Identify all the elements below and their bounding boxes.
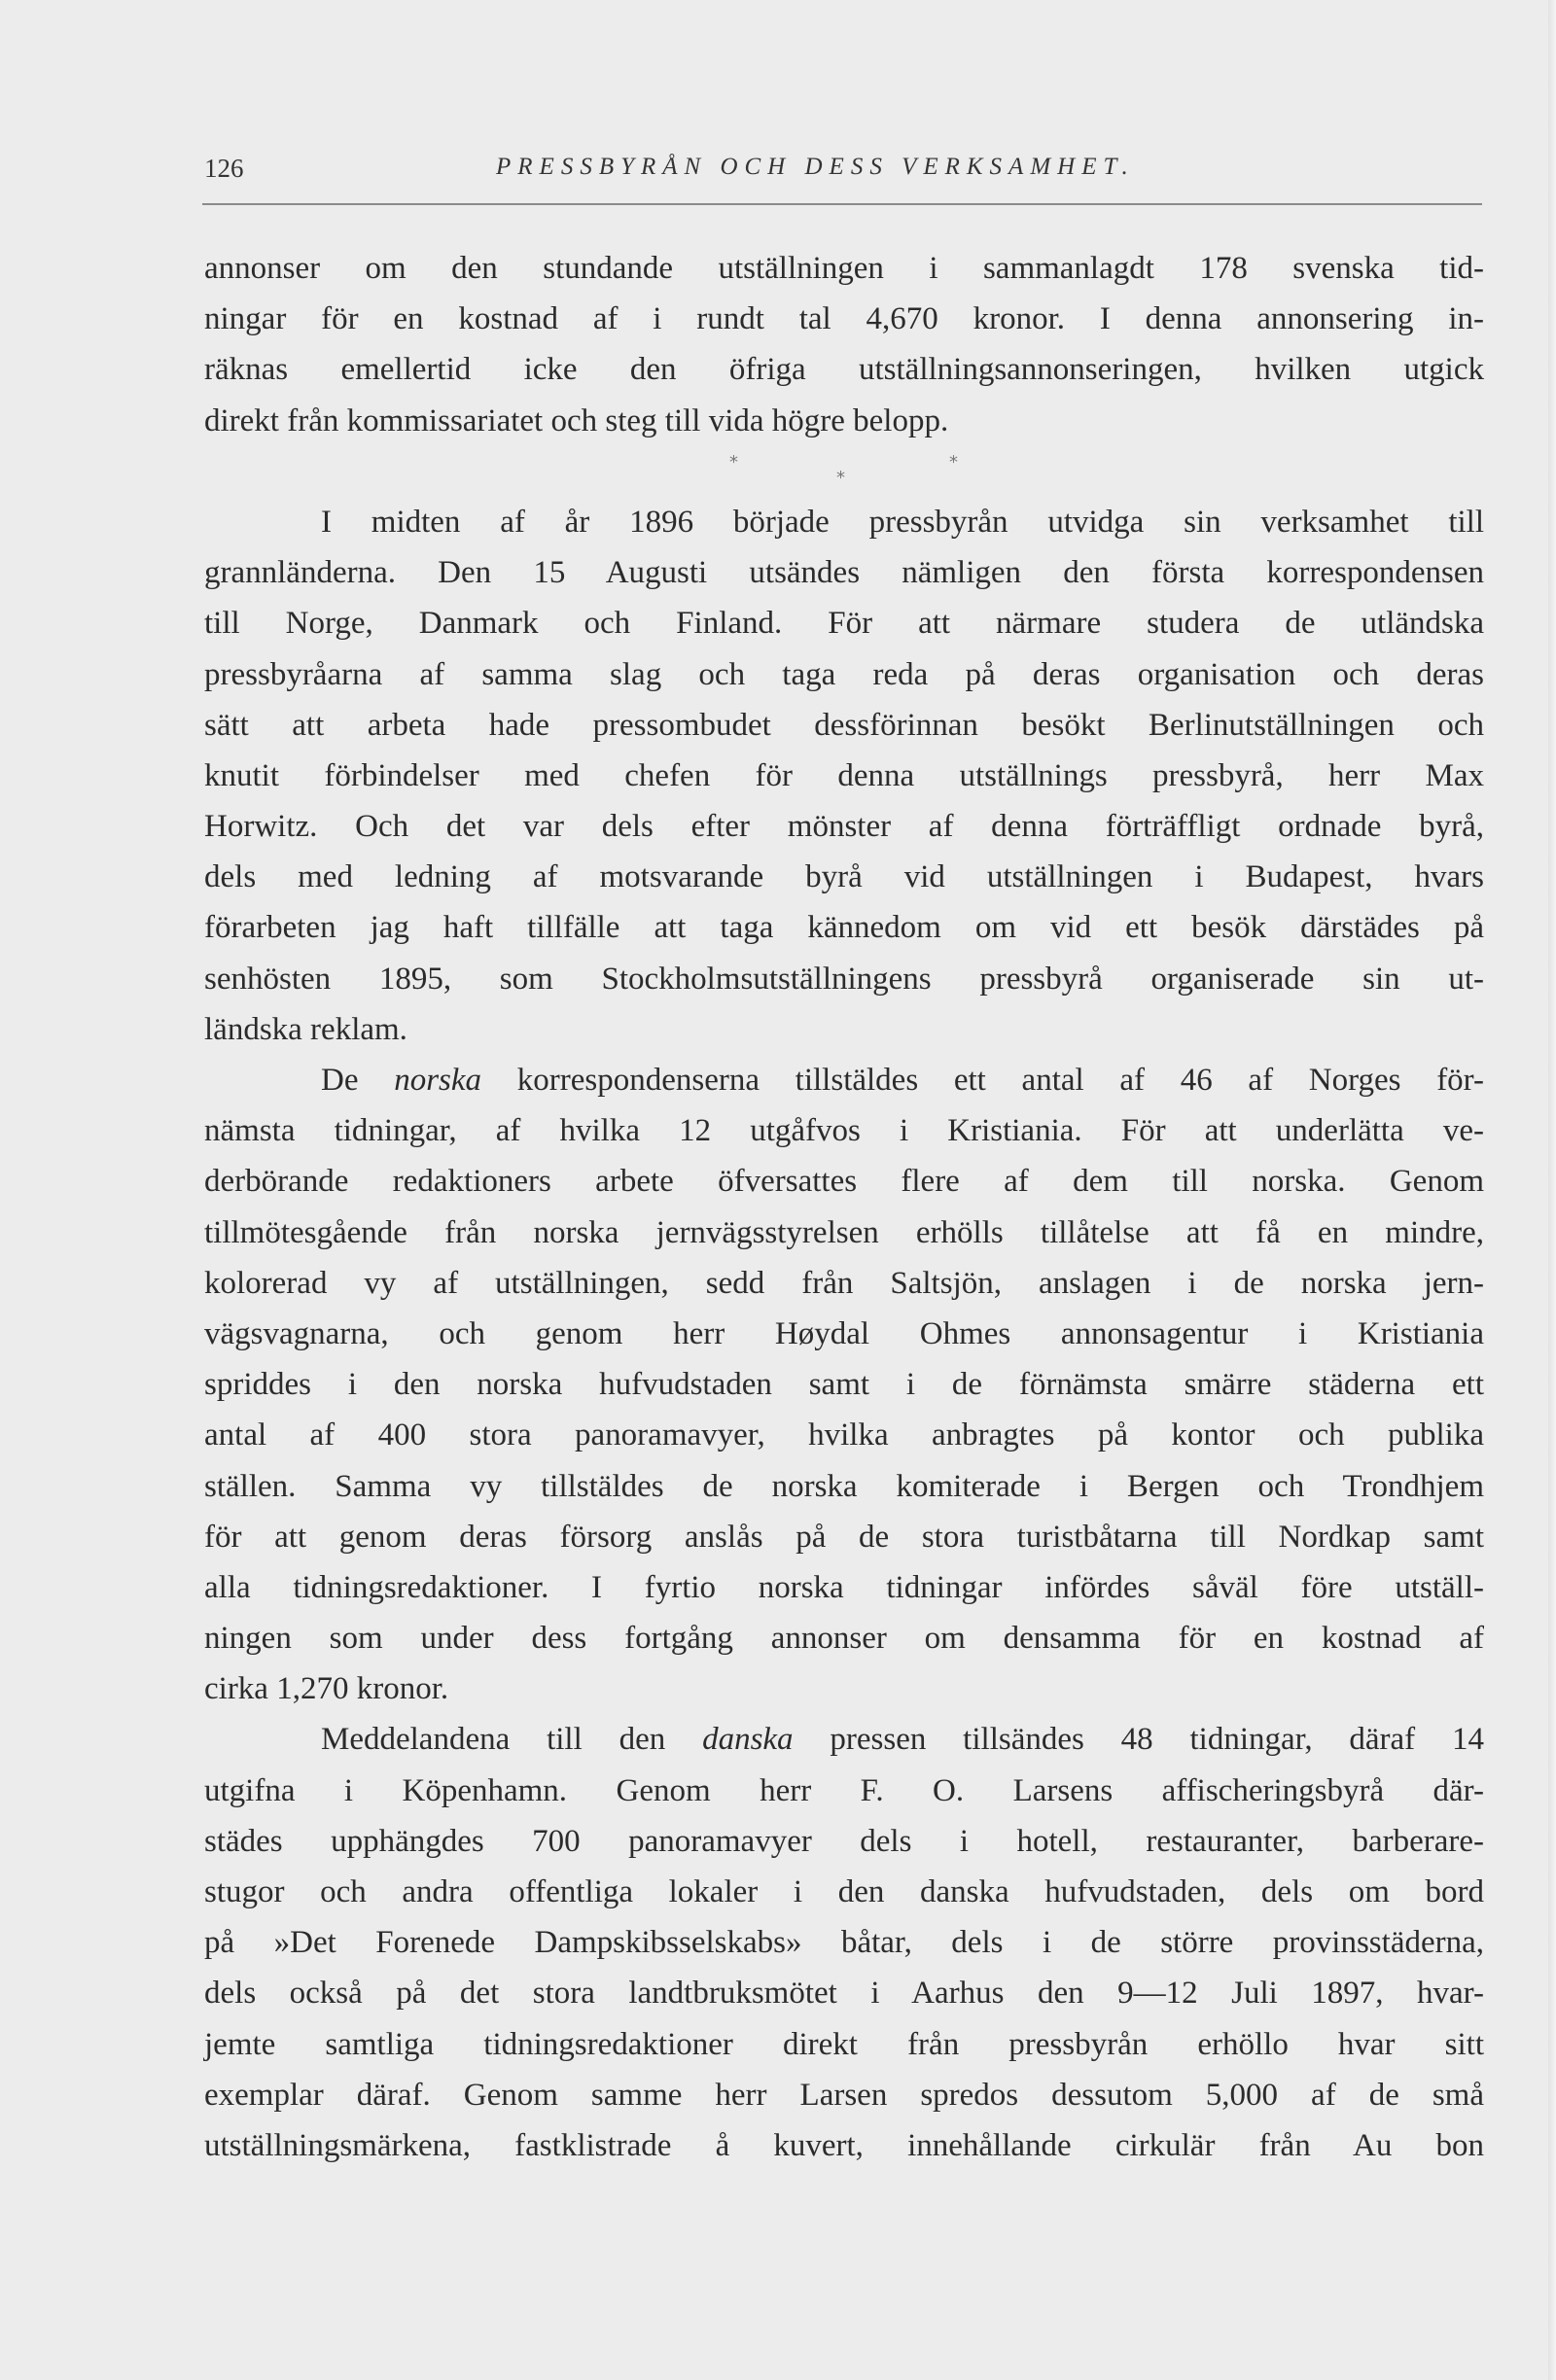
page-header xyxy=(204,154,1483,200)
text-line: dels också på det stora landtbruksmötet i Aarhus den 9—12 Juli 1897, hvar- xyxy=(204,1976,1484,2012)
text-line: ställen. Samma vy tillstäldes de norska komiterade i Bergen och Trondhjem xyxy=(204,1468,1484,1504)
text-line xyxy=(204,1714,1484,1765)
text-run: pressen tillsändes 48 tidningar, däraf 14 xyxy=(793,1722,1484,1758)
emphasis-norska: norska xyxy=(394,1063,482,1098)
text-run: Meddelandena till den xyxy=(321,1722,703,1758)
emphasis-danska: danska xyxy=(702,1722,794,1758)
section-separator xyxy=(204,446,1484,497)
text-line: grannländerna. Den 15 Augusti utsändes nämligen den första korrespondensen xyxy=(204,555,1484,591)
text-line: utgifna i Köpenhamn. Genom herr F. O. Larsens affischeringsbyrå där- xyxy=(204,1772,1484,1808)
text-line: tillmötesgående från norska jernvägsstyrelsen erhölls tillåtelse att få en mindre, xyxy=(204,1214,1484,1250)
text-line: derbörande redaktioners arbete öfversattes flere af dem till norska. Genom xyxy=(204,1164,1484,1200)
text-line: nämsta tidningar, af hvilka 12 utgåfvos i Kristiania. För att underlätta ve- xyxy=(204,1113,1484,1149)
text-line: till Norge, Danmark och Finland. För att närmare studera de utländska xyxy=(204,606,1484,642)
text-line: räknas emellertid icke den öfriga utställningsannonseringen, hvilken utgick xyxy=(204,352,1484,388)
separator-asterisk: * xyxy=(949,451,958,472)
text-line: direkt från kommissariatet och steg till vida högre belopp. xyxy=(204,402,949,438)
separator-asterisk: * xyxy=(729,451,738,472)
text-line: annonser om den stundande utställningen i sammanlagdt 178 svenska tid- xyxy=(204,251,1484,286)
text-line: I midten af år 1896 började pressbyrån utvidga sin verksamhet till xyxy=(321,504,1484,540)
running-title: PRESSBYRÅN OCH DESS VERKSAMHET. xyxy=(496,154,1135,180)
text-run: De xyxy=(321,1063,395,1098)
text-line: förarbeten jag haft tillfälle att taga kännedom om vid ett besök därstädes på xyxy=(204,910,1484,946)
text-line: jemte samtliga tidningsredaktioner direkt från pressbyrån erhöllo hvar sitt xyxy=(204,2026,1484,2062)
text-line: på »Det Forenede Dampskibsselskabs» båtar, dels i de större provinsstäderna, xyxy=(204,1925,1484,1961)
text-line: städes upphängdes 700 panoramavyer dels i hotell, restauranter, barberare- xyxy=(204,1823,1484,1859)
text-line: sätt att arbeta hade pressombudet dessförinnan besökt Berlinutställningen och xyxy=(204,707,1484,743)
text-line: alla tidningsredaktioner. I fyrtio norska tidningar infördes såväl före utställ- xyxy=(204,1569,1484,1605)
text-line: för att genom deras försorg anslås på de stora turistbåtarna till Nordkap samt xyxy=(204,1519,1484,1555)
text-line: antal af 400 stora panoramavyer, hvilka anbragtes på kontor och publika xyxy=(204,1418,1484,1453)
text-line: ningen som under dess fortgång annonser om densamma för en kostnad af xyxy=(204,1621,1484,1657)
text-line: Horwitz. Och det var dels efter mönster af denna förträffligt ordnade byrå, xyxy=(204,809,1484,845)
text-line: cirka 1,270 kronor. xyxy=(204,1671,449,1707)
text-line: utställningsmärkena, fastklistrade å kuvert, innehållande cirkulär från Au bon xyxy=(204,2127,1484,2163)
text-line: kolorerad vy af utställningen, sedd från Saltsjön, anslagen i de norska jern- xyxy=(204,1265,1484,1301)
text-line xyxy=(204,1055,1484,1105)
text-line: dels med ledning af motsvarande byrå vid utställningen i Budapest, hvars xyxy=(204,859,1484,895)
text-line: spriddes i den norska hufvudstaden samt i de förnämsta smärre städerna ett xyxy=(204,1367,1484,1403)
separator-asterisk: * xyxy=(836,467,845,488)
text-line: vägsvagnarna, och genom herr Høydal Ohmes annonsagentur i Kristiania xyxy=(204,1315,1484,1351)
text-line: knutit förbindelser med chefen för denna utställnings pressbyrå, herr Max xyxy=(204,757,1484,793)
header-rule xyxy=(202,203,1482,205)
text-line: senhösten 1895, som Stockholmsutställningens pressbyrå organiserade sin ut- xyxy=(204,961,1484,997)
text-run: korrespondenserna tillstäldes ett antal af 46 af Norges för- xyxy=(481,1063,1484,1098)
text-line: ländska reklam. xyxy=(204,1011,407,1047)
text-line: exemplar däraf. Genom samme herr Larsen spredos dessutom 5,000 af de små xyxy=(204,2077,1484,2113)
page-edge-shadow xyxy=(1548,0,1556,2380)
text-line: stugor och andra offentliga lokaler i den danska hufvudstaden, dels om bord xyxy=(204,1874,1484,1909)
page-number: 126 xyxy=(204,154,244,183)
text-line: ningar för en kostnad af i rundt tal 4,670 kronor. I denna annonsering in- xyxy=(204,301,1484,337)
body-text xyxy=(204,243,1484,2171)
text-line: pressbyråarna af samma slag och taga reda på deras organisation och deras xyxy=(204,656,1484,692)
